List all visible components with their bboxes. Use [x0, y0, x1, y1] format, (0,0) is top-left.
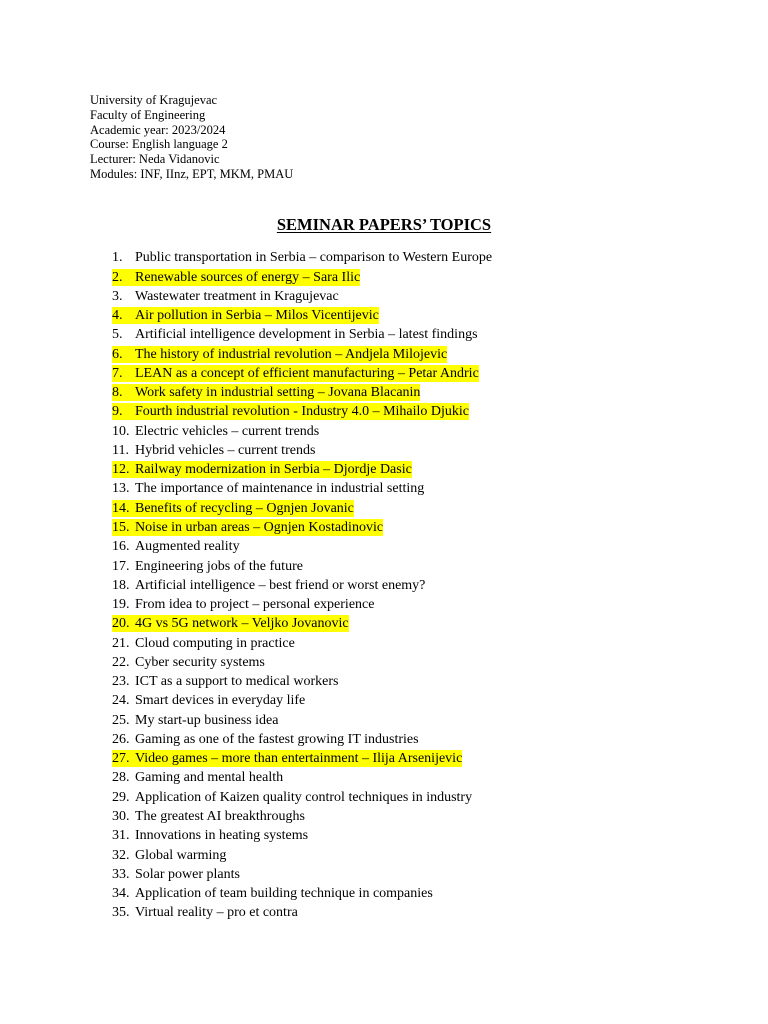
- topic-text-wrapper: [112, 577, 425, 594]
- topic-text: From idea to project – personal experience: [135, 597, 375, 613]
- topic-text-wrapper: [112, 731, 419, 748]
- topic-text: Solar power plants: [135, 866, 240, 882]
- topic-item: [112, 826, 492, 845]
- topic-number: 25.: [112, 712, 130, 728]
- topic-highlight-assigned: [112, 461, 412, 478]
- topic-text-wrapper: [112, 538, 240, 555]
- topic-text: Gaming as one of the fastest growing IT industries: [135, 731, 419, 747]
- topic-text: Artificial intelligence development in Serbia – latest findings: [135, 327, 478, 343]
- topic-text-wrapper: [112, 596, 374, 613]
- topic-number: 13.: [112, 481, 130, 497]
- topic-item: [112, 306, 492, 325]
- topic-number: 30.: [112, 808, 130, 824]
- topic-text-wrapper: [112, 692, 305, 709]
- topic-text-wrapper: [112, 885, 433, 902]
- document-header: [90, 93, 293, 182]
- topic-number: 33.: [112, 866, 130, 882]
- topic-text-wrapper: [112, 904, 298, 921]
- topic-item: [112, 653, 492, 672]
- topic-item: [112, 383, 492, 402]
- topic-text: The greatest AI breakthroughs: [135, 808, 305, 824]
- topic-text: ICT as a support to medical workers: [135, 674, 339, 690]
- topic-item: [112, 787, 492, 806]
- topic-number: 21.: [112, 635, 130, 651]
- topic-number: 7.: [112, 365, 123, 381]
- topic-text-wrapper: [112, 769, 283, 786]
- topic-number: 29.: [112, 789, 130, 805]
- topic-item: [112, 498, 492, 517]
- topic-number: 17.: [112, 558, 130, 574]
- topic-item: [112, 556, 492, 575]
- topic-item: [112, 845, 492, 864]
- page-title-wrapper: [0, 215, 768, 235]
- topic-text-wrapper: [112, 673, 338, 690]
- topic-number: 16.: [112, 539, 130, 555]
- topic-number: 9.: [112, 404, 123, 420]
- topic-item: [112, 865, 492, 884]
- topic-number: 15.: [112, 520, 130, 535]
- topic-text-wrapper: [112, 827, 308, 844]
- topic-number: 12.: [112, 462, 130, 478]
- topic-number: 18.: [112, 577, 130, 593]
- topic-text: My start-up business idea: [135, 712, 279, 728]
- topic-number: 8.: [112, 385, 123, 401]
- topic-item: [112, 672, 492, 691]
- topic-number: 22.: [112, 654, 130, 670]
- topic-item: [112, 807, 492, 826]
- topic-highlight-assigned: [112, 750, 462, 767]
- topic-text-wrapper: [112, 712, 278, 729]
- topic-number: 20.: [112, 616, 130, 632]
- topic-highlight-assigned: [112, 307, 379, 324]
- topic-text-wrapper: [112, 480, 424, 497]
- topic-item: [112, 460, 492, 479]
- topic-text-wrapper: [112, 847, 226, 864]
- topic-text-wrapper: [112, 442, 315, 459]
- topic-number: 24.: [112, 693, 130, 709]
- topic-text-wrapper: [112, 423, 319, 440]
- topic-highlight-assigned: [112, 346, 447, 363]
- topic-text: Engineering jobs of the future: [135, 558, 303, 574]
- topic-item: [112, 730, 492, 749]
- topic-text-wrapper: [112, 808, 305, 825]
- topic-text: Artificial intelligence – best friend or worst enemy?: [135, 577, 426, 593]
- topic-item: [112, 537, 492, 556]
- topic-number: 6.: [112, 346, 123, 362]
- topic-item: [112, 633, 492, 652]
- topic-text: Wastewater treatment in Kragujevac: [135, 288, 339, 304]
- topic-text: Gaming and mental health: [135, 770, 284, 786]
- course-name: Course: English language 2: [90, 137, 228, 152]
- topic-number: 11.: [112, 442, 129, 458]
- topics-list: [112, 248, 492, 922]
- topic-item: [112, 364, 492, 383]
- topic-highlight-assigned: [112, 403, 469, 420]
- academic-year: Academic year: 2023/2024: [90, 122, 226, 137]
- topic-item: [112, 576, 492, 595]
- topic-text-wrapper: [112, 558, 303, 575]
- topic-item: [112, 402, 492, 421]
- topic-text: Virtual reality – pro et contra: [135, 905, 298, 921]
- topic-text: Cyber security systems: [135, 654, 265, 670]
- modules-list: Modules: INF, IInz, EPT, MKM, PMAU: [90, 166, 294, 181]
- topic-number: 26.: [112, 731, 130, 747]
- topic-text-wrapper: [112, 635, 295, 652]
- topic-text-wrapper: [112, 326, 478, 343]
- topic-highlight-assigned: [112, 615, 349, 632]
- topic-text: Smart devices in everyday life: [135, 693, 306, 709]
- topic-text: Video games – more than entertainment – Ilija Arsenijevic: [135, 751, 463, 767]
- topic-item: [112, 248, 492, 267]
- topic-text: Renewable sources of energy – Sara Ilic: [135, 269, 361, 285]
- topic-number: 3.: [112, 288, 123, 304]
- topic-item: [112, 421, 492, 440]
- topic-number: 23.: [112, 674, 130, 690]
- topic-text: Cloud computing in practice: [135, 635, 295, 651]
- topic-text: The importance of maintenance in industrial setting: [135, 481, 425, 497]
- topic-text: LEAN as a concept of efficient manufacturing – Petar Andric: [135, 365, 479, 381]
- topic-highlight-assigned: [112, 365, 479, 382]
- topic-item: [112, 325, 492, 344]
- topic-highlight-assigned: [112, 384, 420, 401]
- topic-text: The history of industrial revolution – Andjela Milojevic: [135, 346, 448, 362]
- topic-text: Railway modernization in Serbia – Djordje Dasic: [135, 462, 412, 478]
- topic-text: Electric vehicles – current trends: [135, 423, 320, 439]
- topic-text: Fourth industrial revolution - Industry 4.0 – Mihailo Djukic: [135, 404, 470, 420]
- topic-text: Application of Kaizen quality control techniques in industry: [135, 789, 473, 805]
- topic-number: 14.: [112, 500, 130, 516]
- topic-text: Public transportation in Serbia – comparison to Western Europe: [135, 250, 493, 266]
- lecturer-name: Lecturer: Neda Vidanovic: [90, 152, 220, 167]
- faculty-name: Faculty of Engineering: [90, 107, 206, 122]
- topic-text: Air pollution in Serbia – Milos Vicentijevic: [135, 308, 379, 324]
- topic-item: [112, 595, 492, 614]
- topic-text-wrapper: [112, 866, 240, 883]
- topic-number: 19.: [112, 597, 130, 613]
- topic-item: [112, 267, 492, 286]
- topic-highlight-assigned: [112, 500, 354, 517]
- topic-item: [112, 710, 492, 729]
- topic-item: [112, 441, 492, 460]
- topic-item: [112, 749, 492, 768]
- topic-text: Augmented reality: [135, 539, 240, 555]
- topic-item: [112, 903, 492, 922]
- topic-number: 28.: [112, 770, 130, 786]
- topic-item: [112, 287, 492, 306]
- university-name: University of Kragujevac: [90, 93, 218, 107]
- topic-text-wrapper: [112, 249, 492, 266]
- topic-number: 10.: [112, 423, 130, 439]
- page-title: SEMINAR PAPERS’ TOPICS: [276, 215, 492, 234]
- topic-item: [112, 518, 492, 537]
- topic-text: 4G vs 5G network – Veljko Jovanovic: [135, 616, 349, 632]
- topic-text-wrapper: [112, 288, 339, 305]
- topic-number: 5.: [112, 327, 123, 343]
- topic-text-wrapper: [112, 789, 472, 806]
- topic-text: Application of team building technique in companies: [135, 886, 433, 902]
- topic-number: 4.: [112, 308, 123, 324]
- topic-text: Innovations in heating systems: [135, 828, 309, 844]
- topic-highlight-assigned: [112, 519, 383, 536]
- topic-number: 2.: [112, 269, 123, 285]
- topic-number: 34.: [112, 886, 130, 902]
- topic-item: [112, 884, 492, 903]
- topic-text: Hybrid vehicles – current trends: [135, 442, 316, 458]
- topic-number: 35.: [112, 905, 130, 921]
- topic-item: [112, 691, 492, 710]
- topic-number: 27.: [112, 751, 130, 767]
- topic-number: 31.: [112, 828, 130, 844]
- topic-text: Global warming: [135, 847, 227, 863]
- topic-number: 1.: [112, 250, 123, 266]
- topic-text: Noise in urban areas – Ognjen Kostadinovic: [135, 520, 384, 535]
- topic-number: 32.: [112, 847, 130, 863]
- topic-text: Work safety in industrial setting – Jovana Blacanin: [135, 385, 421, 401]
- topic-item: [112, 344, 492, 363]
- topic-highlight-assigned: [112, 269, 360, 286]
- topic-text-wrapper: [112, 654, 265, 671]
- topic-item: [112, 614, 492, 633]
- topic-item: [112, 479, 492, 498]
- topic-text: Benefits of recycling – Ognjen Jovanic: [135, 500, 354, 516]
- topic-item: [112, 768, 492, 787]
